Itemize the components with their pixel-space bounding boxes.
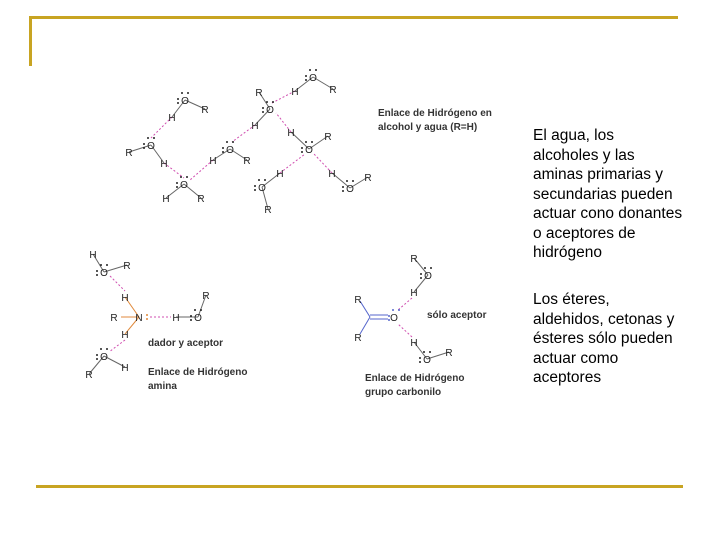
caption-alcohol-line2: alcohol y agua (R=H) xyxy=(378,122,478,133)
molecule-7-sub-a: R xyxy=(197,194,205,205)
molecule-3-sub-b: H xyxy=(291,87,299,98)
molecule-7-sub-b: H xyxy=(162,194,170,205)
amine-h-top: H xyxy=(121,293,129,304)
molecule-10-oxygen: O xyxy=(100,268,108,279)
amine-hbond-bottom xyxy=(109,340,125,352)
caption-carbonyl-line2: grupo carbonilo xyxy=(365,387,442,398)
amine-h-bottom: H xyxy=(121,330,129,341)
molecule-14-oxygen: O xyxy=(423,355,431,366)
molecule-6-sub-b: H xyxy=(287,128,295,139)
caption-carbonyl-acceptor: sólo aceptor xyxy=(427,310,487,321)
carbonyl-bond-r-bottom xyxy=(360,317,370,334)
molecule-11-oxygen: O xyxy=(100,352,108,363)
carbonyl-hbond-bottom xyxy=(398,324,412,337)
molecule-4-oxygen: O xyxy=(147,141,155,152)
caption-alcohol-line1: Enlace de Hidrógeno en xyxy=(378,108,492,119)
molecule-12-oxygen: O xyxy=(194,313,202,324)
molecule-6-sub-a: R xyxy=(324,132,332,143)
molecule-12-sub-a: R xyxy=(202,291,210,302)
molecule-12-sub-b: H xyxy=(172,313,180,324)
molecule-2-sub-a: R xyxy=(255,88,263,99)
molecule-2-sub-b: H xyxy=(251,121,259,132)
molecule-8-sub-b: H xyxy=(276,169,284,180)
molecule-1-sub-a: R xyxy=(201,105,209,116)
molecule-8-sub-a: R xyxy=(264,205,272,216)
amine-r: R xyxy=(110,313,118,324)
hydrogen-bond-layer xyxy=(109,91,412,352)
carbonyl-oxygen: O xyxy=(390,313,398,324)
amine-nitrogen: N xyxy=(135,313,143,324)
molecule-3-oxygen: O xyxy=(309,73,317,84)
molecule-3-sub-a: R xyxy=(329,85,337,96)
amine-hbond-top xyxy=(110,276,125,291)
molecule-10-sub-b: R xyxy=(123,261,131,272)
molecule-1-sub-b: H xyxy=(168,113,176,124)
molecule-9-sub-b: H xyxy=(328,169,336,180)
paragraph-donors-acceptors: El agua, los alcoholes y las aminas primarias y secundarias pueden actuar cono donantes o aceptores de hidrógeno xyxy=(533,127,683,261)
molecule-10-sub-a: H xyxy=(89,250,97,261)
carbonyl-r-bottom: R xyxy=(354,333,362,344)
molecule-4-sub-b: H xyxy=(160,159,168,170)
amine-lone-pair xyxy=(146,314,148,320)
molecule-11-sub-a: R xyxy=(85,370,93,381)
carbonyl-hbond-top xyxy=(398,298,412,310)
molecule-13-oxygen: O xyxy=(424,271,432,282)
caption-amine-donor: dador y aceptor xyxy=(148,338,224,349)
molecule-7-oxygen: O xyxy=(180,180,188,191)
molecule-6-oxygen: O xyxy=(305,145,313,156)
molecule-2-oxygen: O xyxy=(266,105,274,116)
molecule-9-oxygen: O xyxy=(346,184,354,195)
caption-carbonyl-line1: Enlace de Hidrógeno xyxy=(365,373,465,384)
paragraph-only-acceptors: Los éteres, aldehidos, cetonas y ésteres sólo pueden actuar como aceptores xyxy=(533,291,675,386)
hbond-7 xyxy=(280,154,305,173)
caption-amine-line1: Enlace de Hidrógeno xyxy=(148,367,248,378)
molecule-13-sub-a: R xyxy=(410,254,418,265)
molecule-14-sub-b: H xyxy=(410,338,418,349)
molecule-14-sub-a: R xyxy=(445,348,453,359)
caption-amine-line2: amina xyxy=(148,381,177,392)
molecule-13-sub-b: H xyxy=(410,288,418,299)
molecule-1-oxygen: O xyxy=(181,96,189,107)
molecule-8-oxygen: O xyxy=(258,183,266,194)
molecule-11-sub-b: H xyxy=(121,363,129,374)
carbonyl-r-top: R xyxy=(354,295,362,306)
molecule-5-oxygen: O xyxy=(226,145,234,156)
molecule-4-sub-a: R xyxy=(125,148,133,159)
molecule-5-sub-a: R xyxy=(243,156,251,167)
molecule-5-sub-b: H xyxy=(209,156,217,167)
molecule-9-sub-a: R xyxy=(364,173,372,184)
